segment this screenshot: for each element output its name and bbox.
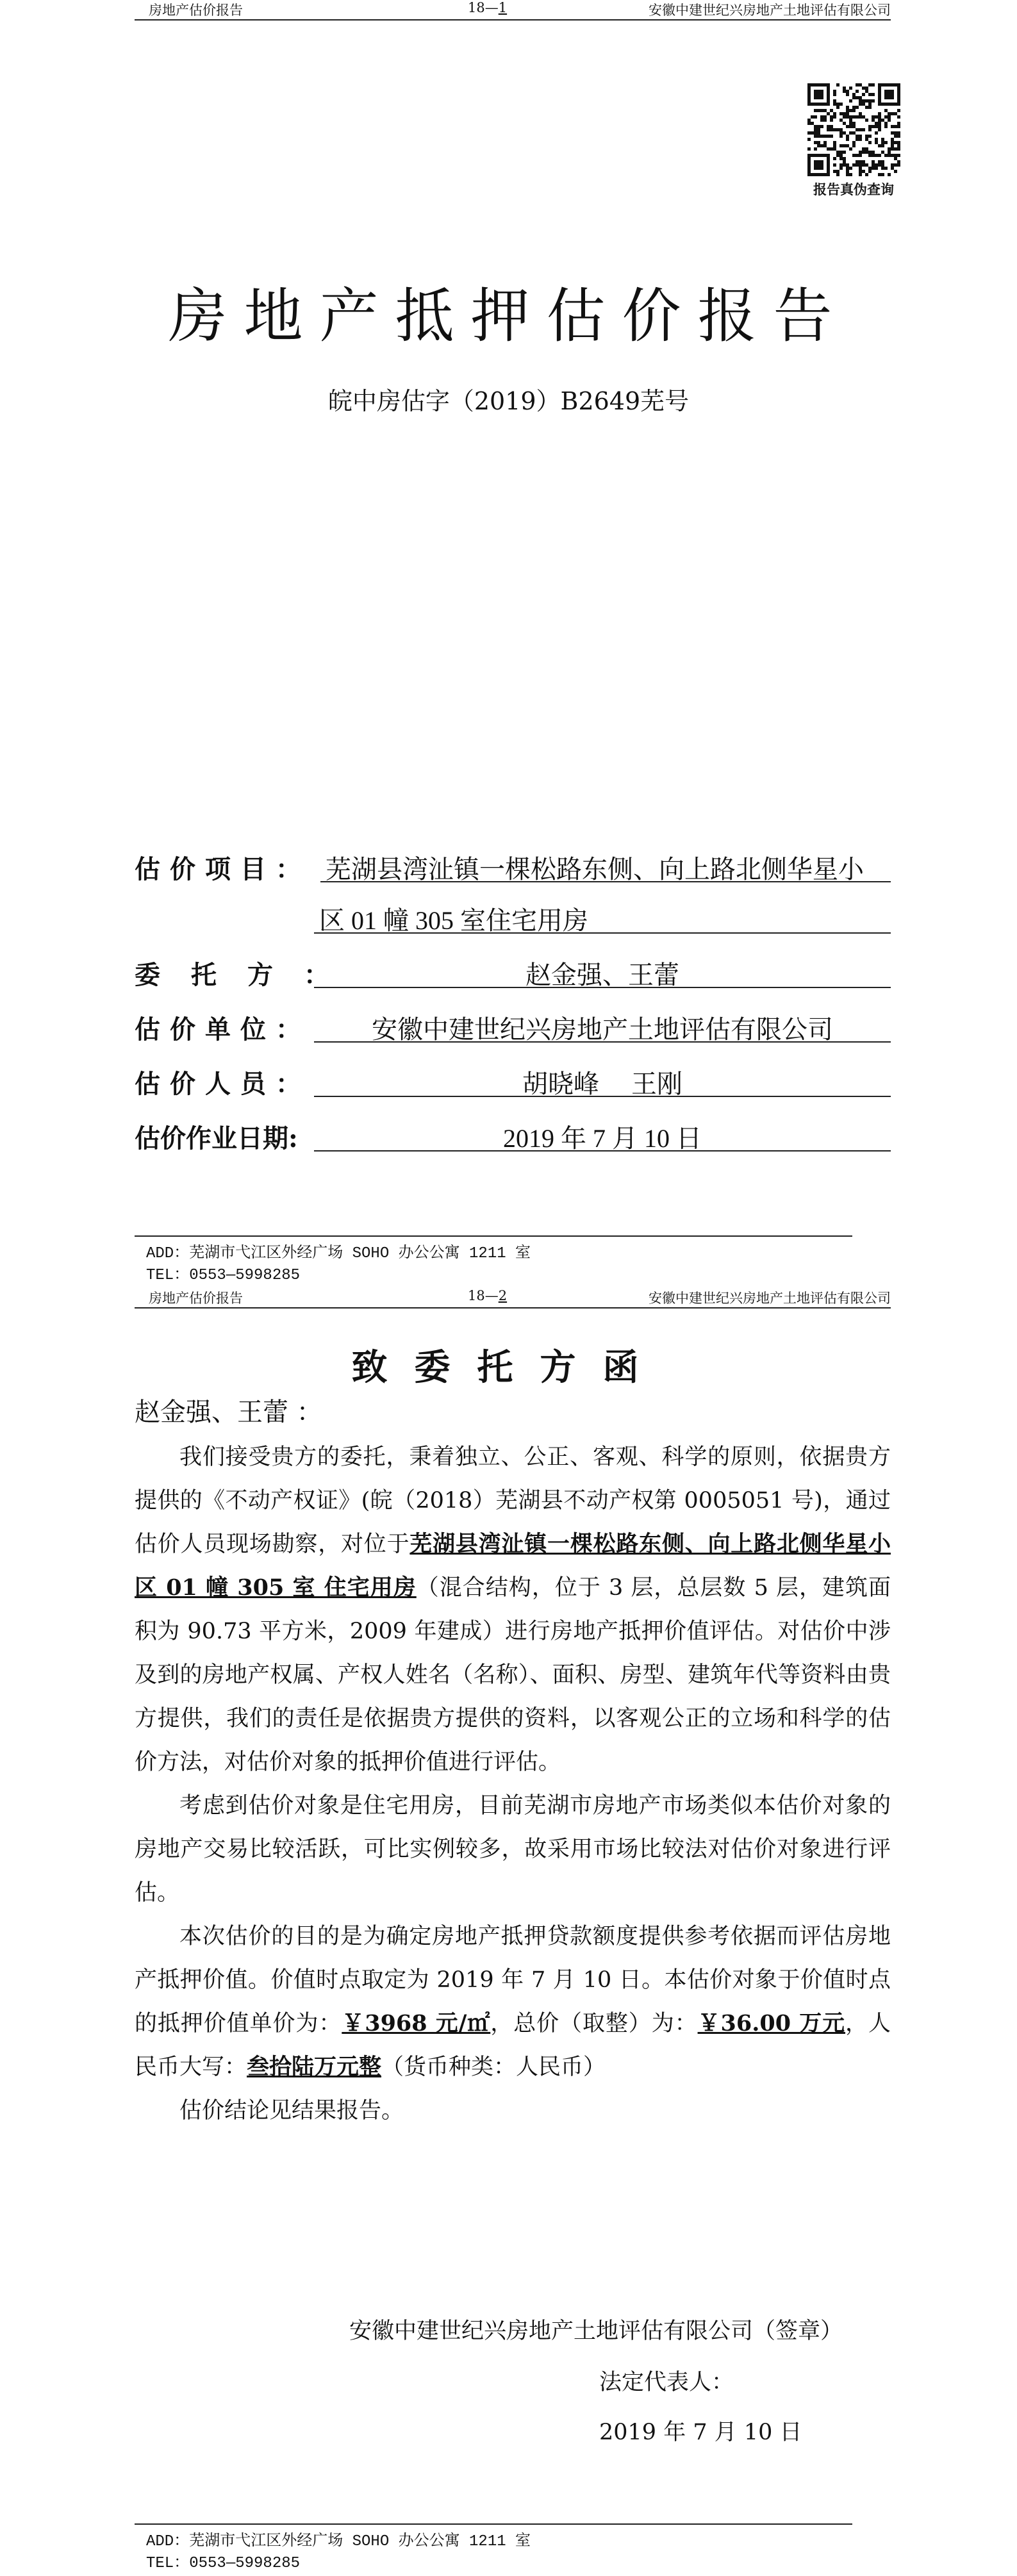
qr-code[interactable] <box>807 83 900 176</box>
running-header <box>135 1288 891 1309</box>
header-page-number: 18—1 <box>468 0 508 15</box>
letter-salutation: 赵金强、王蕾 ： <box>135 1398 322 1427</box>
letter-title: 致委托方函 <box>351 1346 666 1389</box>
total-price-uppercase: 叁拾陆万元整 <box>247 2054 382 2080</box>
header-right: 安徽中建世纪兴房地产土地评估有限公司 <box>649 3 891 18</box>
paragraph-1: 我们接受贵方的委托，秉着独立、公正、客观、科学的原则，依据贵方提供的《不动产权证》(皖（2018）芜湖县不动产权第 0005051 号)，通过估价人员现场勘察，对位于芜湖县湾沚镇一棵松路东侧、向上路北侧华星小区 01 幢 305 室 住宅用房（混合结构，位于 3 层，总层数 5 层，建筑面积为 90.73 平方米，2009 年建成）进行房地产抵押价值评估。对估价中涉及到的房地产权属、产权人姓名（名称）、面积、房型、建筑年代等资料由贵方提供，我们的责任是依据贵方提供的资料，以客观公正的立场和科学的估价方法，对估价对象的抵押价值进行评估。 <box>135 1444 891 1775</box>
signature-date: 2019 年 7 月 10 日 <box>599 2420 802 2445</box>
row-project-value-2: 区 01 幢 305 室住宅用房 <box>314 900 891 934</box>
row-project-2 <box>135 900 891 939</box>
row-unit <box>135 1009 891 1048</box>
row-staff-value: 胡晓峰 王刚 <box>314 1064 891 1097</box>
paragraph-4: 估价结论见结果报告。 <box>179 2098 404 2124</box>
header-left: 房地产估价报告 <box>149 1291 243 1306</box>
row-project-value-1: 芜湖县湾沚镇一棵松路东侧、向上路北侧华星小 <box>320 849 891 882</box>
report-title: 房地产抵押估价报告 <box>168 282 849 351</box>
row-date-value: 2019 年 7 月 10 日 <box>314 1118 891 1152</box>
row-staff-label: 估价人员： <box>135 1069 311 1099</box>
footer-address: ADD：芜湖市弋江区外经广场 SOHO 办公公寓 1211 室 <box>146 1245 531 1262</box>
footer-rule <box>135 1235 852 1237</box>
row-unit-value: 安徽中建世纪兴房地产土地评估有限公司 <box>314 1009 891 1043</box>
footer-tel: TEL：0553—5998285 <box>146 2555 301 2572</box>
row-date <box>135 1118 891 1157</box>
row-client-value: 赵金强、王蕾 <box>314 955 891 988</box>
document-number: 皖中房估字（2019）B2649芜号 <box>327 387 690 415</box>
footer-rule <box>135 2523 852 2525</box>
running-header <box>135 0 891 21</box>
signature-representative: 法定代表人： <box>599 2370 734 2395</box>
property-address: 芜湖县湾沚镇一棵松路东侧、向上路北侧华星小区 01 幢 305 室 住宅用房 <box>135 1531 891 1601</box>
row-client <box>135 955 891 993</box>
qr-caption: 报告真伪查询 <box>813 182 894 197</box>
letter-body <box>135 1435 891 2133</box>
row-project-label: 估价项目： <box>135 854 311 884</box>
header-left: 房地产估价报告 <box>149 3 243 18</box>
row-staff <box>135 1064 891 1102</box>
row-client-label: 委托方： <box>135 960 360 990</box>
footer-tel: TEL：0553—5998285 <box>146 1267 301 1284</box>
total-price: ￥36.00 万元 <box>697 2010 846 2036</box>
footer-address: ADD：芜湖市弋江区外经广场 SOHO 办公公寓 1211 室 <box>146 2533 531 2550</box>
unit-price: ￥3968 元/㎡ <box>342 2010 491 2036</box>
header-page-number: 18—2 <box>468 1288 508 1303</box>
row-unit-label: 估价单位： <box>135 1014 311 1044</box>
header-right: 安徽中建世纪兴房地产土地评估有限公司 <box>649 1291 891 1306</box>
paragraph-3: 本次估价的目的是为确定房地产抵押贷款额度提供参考依据而评估房地产抵押价值。价值时点取定为 2019 年 7 月 10 日。本估价对象于价值时点的抵押价值单价为：￥3968 元/㎡，总价（取整）为：￥36.00 万元，人民币大写：叁拾陆万元整（货币种类：人民币） <box>135 1924 891 2080</box>
paragraph-2: 考虑到估价对象是住宅用房，目前芜湖市房地产市场类似本估价对象的房地产交易比较活跃，可比实例较多，故采用市场比较法对估价对象进行评估。 <box>135 1793 891 1906</box>
row-project <box>135 849 891 888</box>
signature-company: 安徽中建世纪兴房地产土地评估有限公司（签章） <box>349 2318 843 2344</box>
row-date-label: 估价作业日期: <box>135 1123 298 1153</box>
